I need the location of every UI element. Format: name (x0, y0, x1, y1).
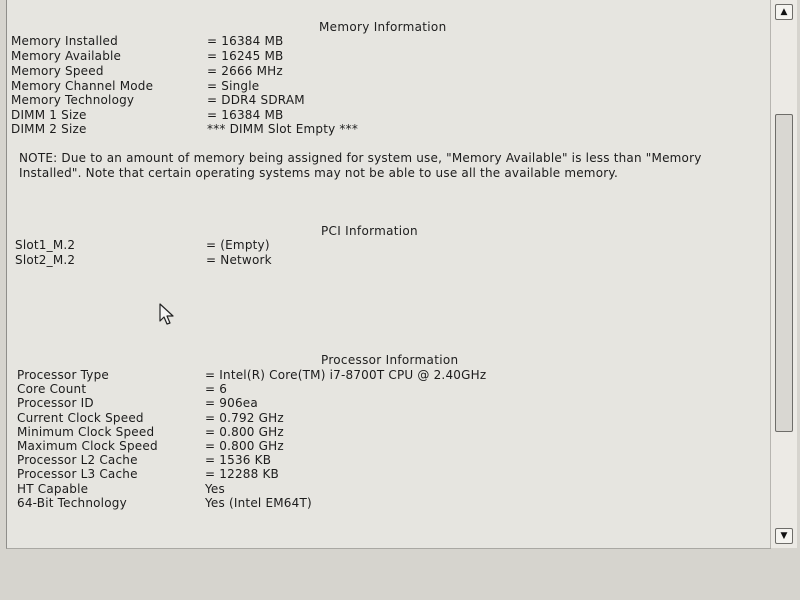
row-value: = 0.800 GHz (205, 425, 284, 439)
mouse-cursor-icon (159, 303, 177, 327)
row-label: Processor L3 Cache (17, 467, 138, 481)
memory-note: NOTE: Due to an amount of memory being assigned for system use, "Memory Available" is less than "Memory Installed". Note that certain operating systems may not be able to use all the available memory. (19, 151, 702, 180)
row-value: = 6 (205, 382, 228, 396)
row-label: DIMM 2 Size (11, 122, 87, 136)
row-value: = 12288 KB (205, 467, 279, 481)
row-label: DIMM 1 Size (11, 108, 87, 122)
row-value: *** DIMM Slot Empty *** (207, 122, 359, 136)
row-value: Yes (205, 482, 225, 496)
vertical-scrollbar[interactable] (770, 0, 797, 548)
row-label: HT Capable (17, 482, 89, 496)
row-label: Memory Installed (11, 34, 118, 48)
row-label: Core Count (17, 382, 87, 396)
scroll-down-button[interactable] (775, 528, 793, 544)
row-value: = Intel(R) Core(TM) i7-8700T CPU @ 2.40GHz (205, 368, 487, 382)
row-label: Processor L2 Cache (17, 453, 138, 467)
row-label: Processor Type (17, 368, 109, 382)
memory-section-title: Memory Information (319, 20, 447, 34)
row-label: Maximum Clock Speed (17, 439, 158, 453)
row-value: = 2666 MHz (207, 64, 283, 78)
row-value: = Network (206, 253, 272, 267)
row-label: 64-Bit Technology (17, 496, 127, 510)
row-value: = DDR4 SDRAM (207, 93, 305, 107)
row-label: Slot1_M.2 (15, 238, 76, 252)
processor-section-title: Processor Information (321, 353, 459, 367)
row-label: Current Clock Speed (17, 411, 144, 425)
row-value: = (Empty) (206, 238, 270, 252)
row-label: Memory Technology (11, 93, 135, 107)
chevron-up-icon: ▲ (780, 7, 788, 17)
system-info-panel (6, 0, 771, 549)
row-label: Processor ID (17, 396, 94, 410)
row-label: Memory Channel Mode (11, 79, 154, 93)
scroll-up-button[interactable] (775, 4, 793, 20)
row-label: Minimum Clock Speed (17, 425, 155, 439)
chevron-down-icon: ▼ (780, 531, 788, 541)
row-value: = 16384 MB (207, 34, 284, 48)
row-value: = 16384 MB (207, 108, 284, 122)
row-label: Memory Available (11, 49, 122, 63)
row-label: Memory Speed (11, 64, 104, 78)
row-value: = 0.800 GHz (205, 439, 284, 453)
pci-section-title: PCI Information (321, 224, 418, 238)
scroll-thumb[interactable] (775, 114, 793, 432)
row-value: = 906ea (205, 396, 258, 410)
row-value: = 1536 KB (205, 453, 272, 467)
row-value: = Single (207, 79, 260, 93)
row-value: = 0.792 GHz (205, 411, 284, 425)
row-value: = 16245 MB (207, 49, 284, 63)
row-label: Slot2_M.2 (15, 253, 76, 267)
row-value: Yes (Intel EM64T) (205, 496, 312, 510)
